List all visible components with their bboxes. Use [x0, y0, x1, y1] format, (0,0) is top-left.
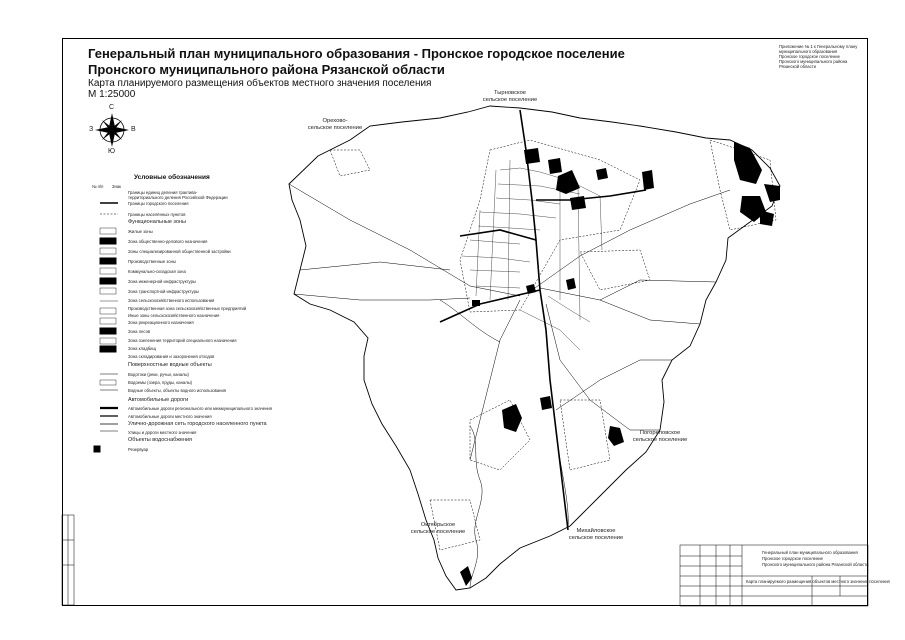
- compass-south: Ю: [108, 148, 116, 155]
- legend-item: Границы населённых пунктов: [128, 212, 186, 217]
- region-pogorelovo: Погореловское сельское поселение: [632, 430, 688, 443]
- legend-zone: Зона инженерной инфраструктуры: [128, 279, 196, 284]
- settlement-boundary: [289, 106, 780, 590]
- binding-strip: [62, 515, 74, 605]
- legend-zone: Жилые зоны: [128, 229, 153, 234]
- legend-water: Водоемы (озера, пруды, каналы): [128, 380, 193, 385]
- legend-zone: Иные зоны сельскохозяйственного назначения: [128, 313, 220, 318]
- region-mikhaylovo: Михайловское сельское поселение: [568, 528, 624, 541]
- legend-road: Улично-дорожная сеть городского населенного пункта: [128, 421, 267, 427]
- legend-road: Автомобильные дороги местного значения: [128, 414, 212, 419]
- compass-west: З: [89, 126, 94, 133]
- compass-north: С: [109, 104, 115, 111]
- region-turmovo: Тырновское сельское поселение: [482, 90, 538, 103]
- legend-zone: Зона общественно-делового назначения: [128, 239, 208, 244]
- legend-zone: Производственная зона сельскохозяйственных предприятий: [128, 306, 247, 311]
- plan-title-line1: Генеральный план муниципального образования - Пронское городское поселение: [88, 46, 625, 61]
- legend-col-sign: Знак: [112, 184, 122, 189]
- region-oktyabrskoe: Октябрьское сельское поселение: [410, 522, 466, 535]
- legend-zones-heading: Функциональные зоны: [128, 219, 186, 225]
- compass-rose-icon: [95, 113, 129, 147]
- compass-east: В: [131, 126, 136, 133]
- legend-zone: Зоны специализированной общественной застройки: [128, 249, 231, 254]
- legend-item: Границы городского поселения: [128, 201, 189, 206]
- map-title: Карта планируемого размещения объектов местного значения поселения: [88, 78, 432, 89]
- map-scale: М 1:25000: [88, 89, 136, 100]
- legend-zone: Зона складирования и захоронения отходов: [128, 354, 215, 359]
- titleblock-line1: Генеральный план муниципального образования: [762, 550, 858, 555]
- legend-item: территориального деления Российской Федерации: [128, 195, 228, 200]
- legend-roads-heading: Автомобильные дороги: [128, 397, 189, 403]
- legend-road: Улицы и дороги местного значения: [128, 430, 197, 435]
- legend-zone: Производственные зоны: [128, 259, 176, 264]
- legend-zone: Зона лесов: [128, 329, 151, 334]
- legend-water: Водотоки (реки, ручьи, каналы): [128, 372, 189, 377]
- legend-heading: Условные обозначения: [134, 174, 210, 181]
- legend-watersupply: Резервуар: [128, 447, 149, 452]
- legend-zone: Зона кладбищ: [128, 346, 156, 351]
- titleblock-line3: Пронского муниципального района Рязанской области: [762, 562, 869, 567]
- legend-water: Водные объекты, объекты водного использования: [128, 388, 227, 393]
- legend-item: Границы единиц деления трактива-: [128, 190, 198, 195]
- legend-watersupply-heading: Объекты водоснабжения: [128, 437, 193, 443]
- titleblock-line2: Пронское городское поселение: [762, 556, 823, 561]
- legend-zone: Зона рекреационного назначения: [128, 320, 194, 325]
- legend-zone: Зона транспортной инфраструктуры: [128, 289, 199, 294]
- titleblock-sheet-name: Карта планируемого размещения объектов местного значения поселения: [746, 579, 890, 584]
- legend-zone: Коммунально-складская зона: [128, 269, 186, 274]
- stamp-note: Приложение № 1 к Генеральному плану муниципального образования Пронское городское поселение Пронского муниципального района Рязанской области: [779, 44, 858, 69]
- legend-col-num: № п/п: [92, 184, 104, 189]
- legend-water-heading: Поверхностные водные объекты: [128, 362, 212, 368]
- legend-zone: Зона озеленения территорий специального назначения: [128, 338, 237, 343]
- legend-symbols: [94, 203, 118, 452]
- legend-zone: Зона сельскохозяйственного использования: [128, 298, 215, 303]
- legend-road: Автомобильные дороги регионального или межмуниципального значения: [128, 406, 273, 411]
- region-orekhovo: Орехово- сельское поселение: [307, 118, 363, 131]
- plan-title-line2: Пронского муниципального района Рязанской области: [88, 62, 445, 77]
